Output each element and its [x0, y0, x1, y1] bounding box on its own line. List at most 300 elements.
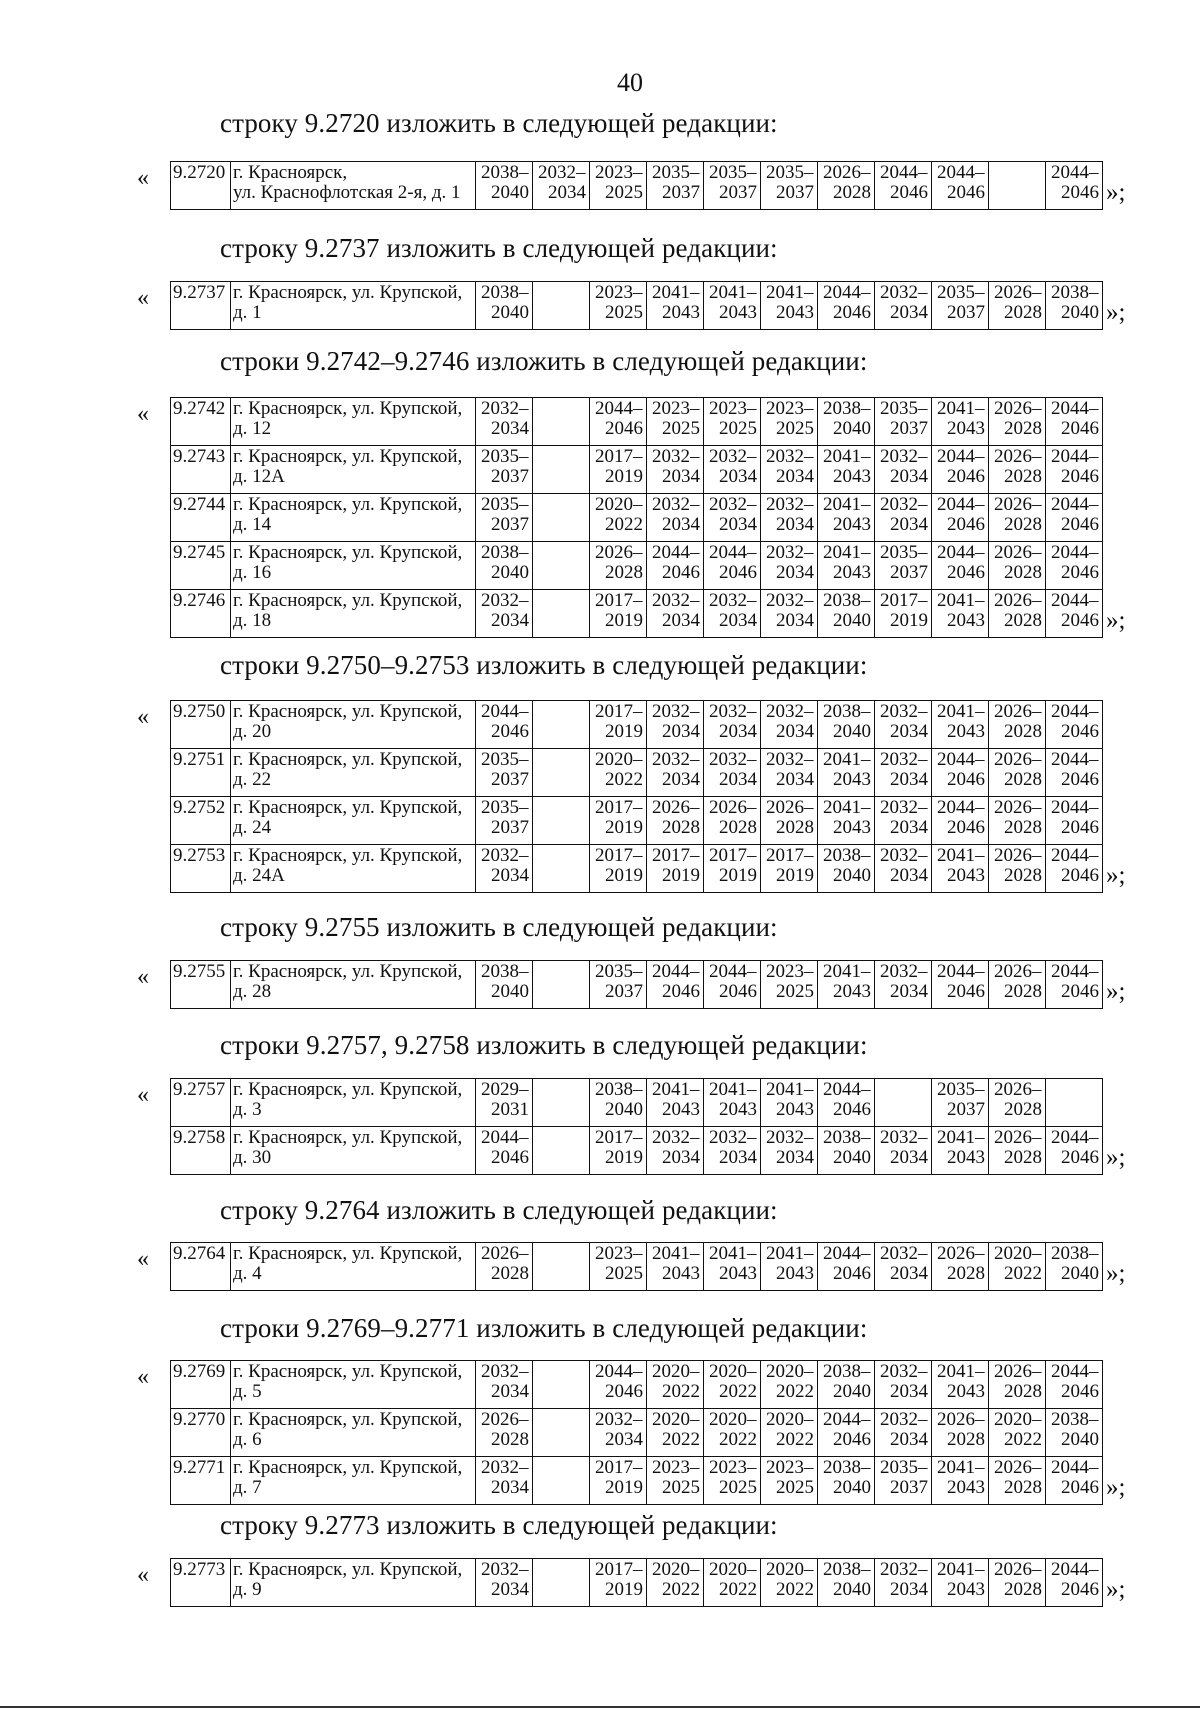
year-range-cell [1046, 542, 1103, 590]
year-end: 2046 [947, 465, 985, 487]
year-start: 2044– [1051, 398, 1099, 419]
year-start: 2038– [1051, 282, 1099, 303]
table-row [171, 797, 1103, 845]
year-end: 2022 [776, 1428, 814, 1450]
address-line: д. 5 [233, 1380, 262, 1402]
year-range-cell [533, 398, 590, 446]
address-line: г. Красноярск, ул. Крупской, [233, 1361, 463, 1382]
year-end: 2037 [491, 816, 529, 838]
row-address [231, 797, 476, 845]
year-end [535, 563, 586, 583]
row-address [231, 162, 476, 210]
year-start: 2041– [652, 282, 700, 303]
year-start: 2017– [595, 590, 643, 611]
scan-bottom-edge [0, 1706, 1200, 1708]
year-start: 2026– [994, 961, 1042, 982]
year-start: 2041– [652, 1243, 700, 1264]
year-end: 2025 [719, 1476, 757, 1498]
year-start: 2026– [595, 542, 643, 563]
year-end: 2046 [947, 513, 985, 535]
year-range-cell [818, 749, 875, 797]
year-range-cell [476, 1361, 533, 1409]
year-range-cell [875, 1243, 932, 1291]
row-code: 9.2751 [171, 749, 231, 797]
year-start: 2026– [994, 1079, 1042, 1100]
closing-quote: »; [1106, 1576, 1126, 1603]
year-end [535, 419, 586, 439]
address-line: г. Красноярск, ул. Крупской, [233, 1409, 463, 1430]
year-start: 2035– [709, 162, 757, 183]
year-range-cell [476, 961, 533, 1009]
year-end: 2025 [776, 417, 814, 439]
year-end: 2034 [890, 864, 928, 886]
year-start: 2023– [766, 398, 814, 419]
year-end: 2037 [890, 561, 928, 583]
year-start: 2035– [766, 162, 814, 183]
row-code: 9.2770 [171, 1409, 231, 1457]
year-range-cell [989, 961, 1046, 1009]
year-start: 2026– [994, 446, 1042, 467]
year-range-cell [1046, 701, 1103, 749]
year-start: 2032– [880, 1361, 928, 1382]
year-end: 2040 [491, 980, 529, 1002]
year-range-cell [818, 446, 875, 494]
year-start: 2035– [481, 797, 529, 818]
year-end: 2046 [605, 1380, 643, 1402]
year-end: 2019 [605, 816, 643, 838]
year-end: 2034 [890, 1380, 928, 1402]
year-range-cell [647, 494, 704, 542]
year-end: 2028 [1004, 465, 1042, 487]
row-address [231, 282, 476, 330]
year-range-cell [647, 961, 704, 1009]
year-range-cell [1046, 797, 1103, 845]
year-end: 2022 [605, 513, 643, 535]
year-start: 2044– [709, 961, 757, 982]
year-range-cell [704, 1079, 761, 1127]
year-end: 2046 [719, 980, 757, 1002]
year-range-cell [818, 1243, 875, 1291]
year-end: 2040 [833, 417, 871, 439]
address-line: ул. Краснофлотская 2-я, д. 1 [233, 181, 461, 203]
year-start: 2017– [595, 701, 643, 722]
year-end: 2040 [833, 1380, 871, 1402]
year-end: 2043 [662, 301, 700, 323]
year-start: 2023– [766, 961, 814, 982]
year-range-cell [989, 282, 1046, 330]
year-range-cell [647, 398, 704, 446]
year-start: 2026– [994, 542, 1042, 563]
address-line: д. 3 [233, 1098, 262, 1120]
year-start: 2026– [937, 1243, 985, 1264]
year-end: 2043 [833, 768, 871, 790]
year-end: 2028 [1004, 1476, 1042, 1498]
amendment-table [170, 1078, 1103, 1175]
year-start: 2023– [652, 398, 700, 419]
year-start: 2017– [595, 446, 643, 467]
year-end: 2034 [719, 1146, 757, 1168]
year-start: 2041– [937, 701, 985, 722]
year-start: 2023– [595, 282, 643, 303]
year-end: 2034 [605, 1428, 643, 1450]
year-range-cell [590, 1127, 647, 1175]
year-range-cell [761, 961, 818, 1009]
year-range-cell [1046, 1457, 1103, 1505]
year-end: 2025 [605, 301, 643, 323]
year-end: 2022 [1004, 1262, 1042, 1284]
year-range-cell [476, 797, 533, 845]
year-end: 2040 [833, 1146, 871, 1168]
year-start: 2032– [880, 1559, 928, 1580]
row-code: 9.2720 [171, 162, 231, 210]
opening-quote: « [137, 964, 149, 990]
table-row [171, 1559, 1103, 1607]
year-end: 2025 [776, 1476, 814, 1498]
table-row [171, 1079, 1103, 1127]
year-end: 2034 [491, 1476, 529, 1498]
year-end: 2025 [719, 417, 757, 439]
year-end: 2037 [719, 181, 757, 203]
year-end [535, 1100, 586, 1120]
year-range-cell [818, 845, 875, 893]
year-end: 2037 [947, 301, 985, 323]
year-range-cell [932, 542, 989, 590]
year-end: 2043 [833, 513, 871, 535]
year-range-cell [590, 398, 647, 446]
year-range-cell [647, 1559, 704, 1607]
amendment-table [170, 700, 1103, 893]
table-row [171, 494, 1103, 542]
address-line: д. 1 [233, 301, 262, 323]
year-range-cell [533, 282, 590, 330]
year-end: 2034 [662, 465, 700, 487]
year-end [877, 1100, 928, 1120]
year-range-cell [932, 1559, 989, 1607]
address-line: г. Красноярск, ул. Крупской, [233, 282, 463, 303]
year-range-cell [989, 398, 1046, 446]
year-end: 2028 [1004, 1146, 1042, 1168]
year-end: 2034 [662, 609, 700, 631]
year-range-cell [932, 1127, 989, 1175]
year-range-cell [704, 961, 761, 1009]
year-start [535, 543, 586, 563]
year-start: 2041– [937, 845, 985, 866]
year-end: 2022 [719, 1380, 757, 1402]
year-end: 2022 [662, 1428, 700, 1450]
address-line: г. Красноярск, ул. Крупской, [233, 1079, 463, 1100]
year-end [535, 515, 586, 535]
year-range-cell [875, 961, 932, 1009]
year-range-cell [875, 590, 932, 638]
year-range-cell [761, 494, 818, 542]
amendment-table [170, 1242, 1103, 1291]
year-start: 2035– [880, 1457, 928, 1478]
year-range-cell [1046, 1409, 1103, 1457]
opening-quote: « [137, 1082, 149, 1108]
year-start: 2020– [994, 1243, 1042, 1264]
year-start: 2032– [709, 749, 757, 770]
year-end: 2040 [1061, 1428, 1099, 1450]
table-row [171, 590, 1103, 638]
year-range-cell [875, 162, 932, 210]
year-end [535, 1478, 586, 1498]
year-range-cell [761, 590, 818, 638]
year-start: 2020– [709, 1361, 757, 1382]
year-end: 2040 [491, 181, 529, 203]
year-range-cell [590, 1361, 647, 1409]
year-start: 2044– [709, 542, 757, 563]
year-end: 2046 [1061, 720, 1099, 742]
table-row [171, 1127, 1103, 1175]
year-start: 2041– [823, 446, 871, 467]
year-end: 2025 [605, 181, 643, 203]
amendment-heading: строки 9.2769–9.2771 изложить в следующей редакции: [220, 1313, 868, 1343]
address-line: г. Красноярск, [233, 162, 348, 183]
year-range-cell [476, 590, 533, 638]
year-range-cell [533, 162, 590, 210]
year-range-cell [818, 162, 875, 210]
year-start [535, 846, 586, 866]
year-end: 2019 [605, 465, 643, 487]
year-start: 2044– [1051, 845, 1099, 866]
year-range-cell [647, 797, 704, 845]
year-range-cell [818, 1079, 875, 1127]
year-end: 2037 [491, 768, 529, 790]
address-line: г. Красноярск, ул. Крупской, [233, 1559, 463, 1580]
year-end: 2034 [776, 768, 814, 790]
table-row [171, 1409, 1103, 1457]
year-range-cell [932, 1457, 989, 1505]
address-line: д. 30 [233, 1146, 272, 1168]
year-range-cell [704, 398, 761, 446]
year-end: 2034 [491, 1380, 529, 1402]
year-start: 2032– [481, 1559, 529, 1580]
year-range-cell [647, 542, 704, 590]
year-start: 2032– [652, 446, 700, 467]
year-range-cell [989, 446, 1046, 494]
year-range-cell [647, 1409, 704, 1457]
row-code: 9.2758 [171, 1127, 231, 1175]
year-range-cell [932, 494, 989, 542]
year-range-cell [989, 542, 1046, 590]
year-end: 2019 [605, 864, 643, 886]
table-row [171, 1243, 1103, 1291]
row-address [231, 1409, 476, 1457]
year-end: 2043 [947, 720, 985, 742]
year-start: 2038– [823, 1559, 871, 1580]
year-start: 2026– [652, 797, 700, 818]
closing-quote: »; [1106, 1474, 1126, 1501]
year-end: 2046 [719, 561, 757, 583]
year-start: 2041– [937, 398, 985, 419]
year-start: 2026– [994, 845, 1042, 866]
year-range-cell [932, 446, 989, 494]
year-range-cell [875, 1079, 932, 1127]
year-range-cell [932, 845, 989, 893]
year-end: 2040 [491, 561, 529, 583]
year-end: 2019 [662, 864, 700, 886]
year-range-cell [533, 1559, 590, 1607]
year-end: 2028 [1004, 816, 1042, 838]
year-end: 2034 [491, 417, 529, 439]
year-end: 2040 [605, 1098, 643, 1120]
year-end: 2043 [833, 980, 871, 1002]
year-start: 2044– [937, 162, 985, 183]
year-start: 2038– [823, 1457, 871, 1478]
year-range-cell [704, 542, 761, 590]
year-start: 2044– [1051, 701, 1099, 722]
year-end: 2046 [1061, 561, 1099, 583]
row-code: 9.2764 [171, 1243, 231, 1291]
year-start [535, 495, 586, 515]
year-range-cell [932, 1243, 989, 1291]
year-end: 2040 [491, 301, 529, 323]
year-start: 2020– [652, 1361, 700, 1382]
year-range-cell [761, 398, 818, 446]
opening-quote: « [137, 165, 149, 191]
year-start: 2026– [994, 797, 1042, 818]
year-end: 2034 [890, 816, 928, 838]
year-end: 2025 [776, 980, 814, 1002]
year-start: 2020– [709, 1409, 757, 1430]
year-start: 2032– [880, 749, 928, 770]
year-range-cell [704, 845, 761, 893]
amendment-heading: строку 9.2755 изложить в следующей редакции: [220, 912, 778, 942]
year-range-cell [476, 1127, 533, 1175]
year-range-cell [989, 797, 1046, 845]
year-start: 2032– [880, 1127, 928, 1148]
year-end [991, 183, 1042, 203]
year-end: 2028 [491, 1262, 529, 1284]
year-end: 2037 [491, 465, 529, 487]
year-range-cell [1046, 282, 1103, 330]
year-start: 2026– [994, 590, 1042, 611]
year-start: 2032– [880, 797, 928, 818]
year-start: 2044– [652, 961, 700, 982]
year-end: 2034 [890, 768, 928, 790]
amendment-table [170, 397, 1103, 638]
year-range-cell [1046, 162, 1103, 210]
year-end [535, 611, 586, 631]
row-address [231, 446, 476, 494]
closing-quote: »; [1106, 978, 1126, 1005]
year-end: 2034 [776, 465, 814, 487]
row-address [231, 494, 476, 542]
table-row [171, 1361, 1103, 1409]
row-code: 9.2742 [171, 398, 231, 446]
year-end: 2028 [1004, 417, 1042, 439]
year-range-cell [1046, 1243, 1103, 1291]
year-end: 2037 [776, 181, 814, 203]
row-address [231, 590, 476, 638]
year-range-cell [932, 749, 989, 797]
closing-quote: »; [1106, 299, 1126, 326]
year-end: 2046 [890, 181, 928, 203]
year-end: 2022 [776, 1380, 814, 1402]
year-start: 2032– [652, 749, 700, 770]
year-start: 2038– [481, 162, 529, 183]
row-code: 9.2744 [171, 494, 231, 542]
year-start: 2044– [1051, 1361, 1099, 1382]
year-range-cell [590, 590, 647, 638]
amendment-heading: строку 9.2720 изложить в следующей редакции: [220, 108, 778, 138]
year-start: 2020– [595, 749, 643, 770]
year-start: 2032– [880, 961, 928, 982]
amendment-table [170, 281, 1103, 330]
year-range-cell [590, 701, 647, 749]
year-range-cell [818, 1457, 875, 1505]
year-range-cell [818, 282, 875, 330]
year-range-cell [875, 446, 932, 494]
address-line: д. 14 [233, 513, 272, 535]
year-end: 2043 [776, 1262, 814, 1284]
year-range-cell [647, 1079, 704, 1127]
year-start [535, 1244, 586, 1264]
year-start: 2020– [766, 1361, 814, 1382]
address-line: д. 18 [233, 609, 272, 631]
year-range-cell [989, 1409, 1046, 1457]
address-line: г. Красноярск, ул. Крупской, [233, 542, 463, 563]
year-end: 2043 [719, 301, 757, 323]
year-range-cell [761, 542, 818, 590]
year-start: 2032– [880, 1243, 928, 1264]
year-range-cell [590, 494, 647, 542]
year-start: 2032– [880, 1409, 928, 1430]
year-start [535, 962, 586, 982]
year-range-cell [704, 1243, 761, 1291]
amendment-heading: строки 9.2757, 9.2758 изложить в следующей редакции: [220, 1030, 868, 1060]
year-start: 2026– [994, 1457, 1042, 1478]
amendment-heading: строку 9.2737 изложить в следующей редакции: [220, 233, 778, 263]
year-start: 2032– [538, 162, 586, 183]
year-start: 2044– [1051, 542, 1099, 563]
year-end: 2019 [605, 720, 643, 742]
year-range-cell [590, 446, 647, 494]
row-code: 9.2773 [171, 1559, 231, 1607]
address-line: г. Красноярск, ул. Крупской, [233, 749, 463, 770]
year-end: 2043 [719, 1098, 757, 1120]
year-range-cell [875, 398, 932, 446]
year-range-cell [1046, 1559, 1103, 1607]
year-range-cell [989, 701, 1046, 749]
year-start: 2017– [766, 845, 814, 866]
year-start: 2020– [766, 1409, 814, 1430]
year-range-cell [989, 1457, 1046, 1505]
year-end: 2028 [662, 816, 700, 838]
year-range-cell [761, 1457, 818, 1505]
year-range-cell [704, 1361, 761, 1409]
year-start: 2035– [481, 446, 529, 467]
year-end: 2046 [947, 980, 985, 1002]
closing-quote: »; [1106, 1260, 1126, 1287]
year-start [535, 1362, 586, 1382]
year-end: 2043 [833, 561, 871, 583]
year-end: 2043 [833, 465, 871, 487]
year-range-cell [476, 1409, 533, 1457]
year-start: 2044– [595, 398, 643, 419]
table-row [171, 845, 1103, 893]
year-start: 2044– [937, 797, 985, 818]
year-start: 2026– [994, 494, 1042, 515]
year-range-cell [818, 961, 875, 1009]
year-range-cell [533, 1127, 590, 1175]
year-end: 2040 [833, 1476, 871, 1498]
year-range-cell [932, 1079, 989, 1127]
year-range-cell [533, 845, 590, 893]
address-line: г. Красноярск, ул. Крупской, [233, 797, 463, 818]
year-range-cell [761, 1243, 818, 1291]
year-start: 2020– [994, 1409, 1042, 1430]
